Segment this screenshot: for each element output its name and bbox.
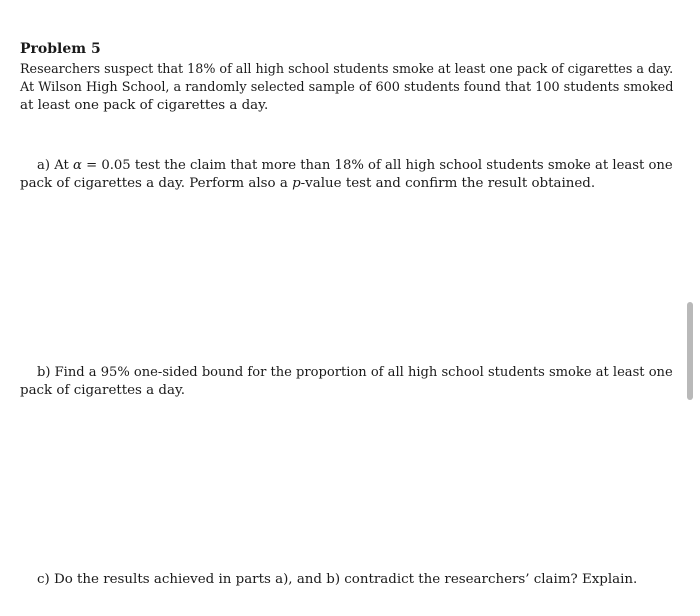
part-a-line2-prefix: pack of cigarettes a day. Perform also a (20, 176, 293, 191)
part-a-line2-rest: -value test and confirm the result obtained. (300, 176, 596, 191)
part-a-prefix: a) At (37, 158, 73, 173)
problem-title: Problem 5 (20, 41, 101, 57)
intro-line-2: At Wilson High School, a randomly selected sample of 600 students found that 100 students smoked (20, 80, 674, 95)
part-b-line-1: b) Find a 95% one-sided bound for the proportion of all high school students smoke at least one (37, 365, 673, 380)
p-symbol: p (292, 176, 301, 191)
alpha-symbol: α (72, 158, 82, 173)
vertical-scrollbar[interactable] (687, 302, 693, 400)
intro-line-1: Researchers suspect that 18% of all high school students smoke at least one pack of cigarettes a day. (20, 62, 674, 77)
intro-line-3: at least one pack of cigarettes a day. (20, 98, 269, 113)
part-a-line-2 (20, 175, 595, 193)
part-a-rest: = 0.05 test the claim that more than 18% of all high school students smoke at least one (81, 158, 673, 173)
part-a-line-1 (37, 157, 673, 175)
part-b-line-2: pack of cigarettes a day. (20, 383, 186, 398)
part-c-line: c) Do the results achieved in parts a), and b) contradict the researchers’ claim? Explain. (37, 572, 638, 587)
